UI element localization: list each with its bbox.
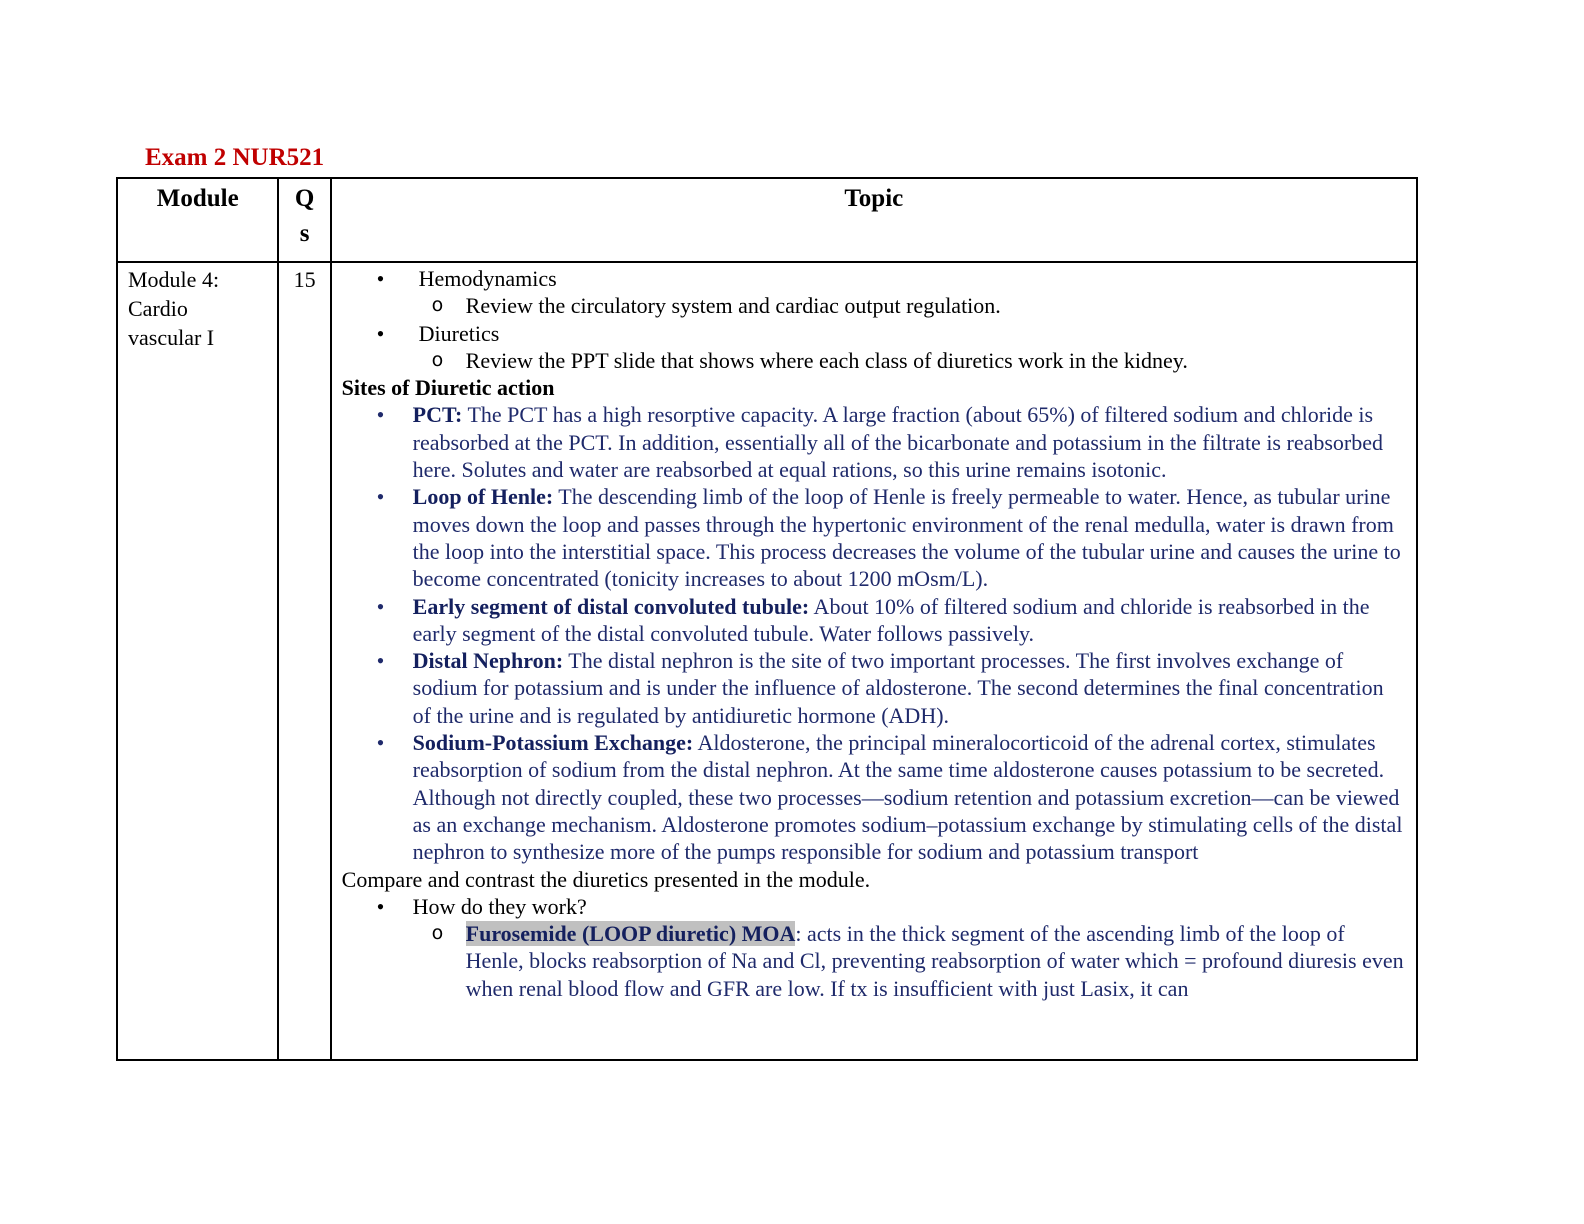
question-count: 15	[293, 267, 316, 292]
sub-bullet-icon: o	[431, 348, 444, 371]
table-row	[117, 262, 1417, 1060]
topic-hemodynamics: Hemodynamics	[418, 266, 557, 291]
site-text: The distal nephron is the site of two important processes. The first involves exchange of sodium for potassium and is under the influence of aldosterone. The second determines the final concentration of the urine and is regulated by antidiuretic hormone (ADH).	[412, 648, 1384, 728]
bullet-icon: •	[376, 320, 385, 346]
topic-header: Topic	[844, 185, 904, 212]
module-line-1: Module 4:	[128, 267, 220, 292]
module-line-3: vascular I	[128, 325, 215, 350]
list-item	[342, 265, 1406, 292]
furosemide-term: Furosemide (LOOP diuretic) MOA	[465, 921, 796, 947]
list-item	[342, 347, 1406, 374]
module-header: Module	[156, 185, 239, 212]
module-header-cell	[117, 178, 278, 262]
list-item	[342, 593, 1406, 648]
table-header-row	[117, 178, 1417, 262]
site-text: The descending limb of the loop of Henle is freely permeable to water. Hence, as tubular urine moves down the loop and passes through the hypertonic environment of the renal medulla, water is drawn from the loop into the interstitial space. This process decreases the volume of the tubular urine and causes the urine to become concentrated (tonicity increases to about 1200 mOsm/L).	[412, 484, 1401, 592]
qs-header-cell	[278, 178, 330, 262]
topic-diuretics: Diuretics	[418, 320, 500, 346]
list-item	[342, 483, 1406, 592]
site-term: PCT:	[412, 402, 463, 428]
site-term: Early segment of distal convoluted tubule:	[412, 593, 810, 619]
bullet-icon: •	[376, 648, 385, 674]
qs-header	[279, 179, 329, 251]
list-item	[342, 292, 1406, 319]
sub-bullet-icon: o	[431, 294, 444, 317]
compare-contrast-text: Compare and contrast the diuretics presented in the module.	[341, 866, 871, 892]
diuretics-review: Review the PPT slide that shows where each class of diuretics work in the kidney.	[465, 347, 1188, 373]
site-term: Distal Nephron:	[412, 648, 564, 674]
furosemide-text: : acts in the thick segment of the ascending limb of the loop of Henle, blocks reabsorption of Na and Cl, preventing reabsorption of water which = profound diuresis even when renal blood flow and GFR are low. If tx is insufficient with just Lasix, it can	[465, 921, 1404, 1001]
how-they-work: How do they work?	[412, 893, 587, 919]
list-item	[342, 647, 1406, 729]
list-item	[342, 920, 1406, 1002]
bullet-icon: •	[376, 893, 385, 919]
site-text: Aldosterone, the principal mineralocorticoid of the adrenal cortex, stimulates reabsorption of sodium from the distal nephron. At the same time aldosterone causes potassium to be secreted. Although not directly coupled, these two processes—sodium retention and potassium excretion—can be viewed as an exchange mechanism. Aldosterone promotes sodium–potassium exchange by stimulating cells of the distal nephron to synthesize more of the pumps responsible for sodium and potassium transport	[412, 730, 1403, 865]
topic-content	[332, 263, 1416, 1057]
exam-topics-table	[116, 177, 1418, 1061]
sites-heading: Sites of Diuretic action	[341, 375, 555, 401]
bullet-icon: •	[376, 266, 385, 291]
qs-header-line-1: Q	[294, 185, 315, 212]
bullet-icon: •	[376, 593, 385, 619]
hemodynamics-review: Review the circulatory system and cardiac output regulation.	[465, 293, 1001, 319]
sub-bullet-icon: o	[431, 922, 444, 945]
topic-cell	[331, 262, 1417, 1060]
list-item	[342, 729, 1406, 865]
document-title: Exam 2 NUR521	[145, 144, 325, 171]
bullet-icon: •	[376, 730, 385, 756]
site-text: About 10% of filtered sodium and chloride is reabsorbed in the early segment of the distal convoluted tubule. Water follows passively.	[412, 593, 1370, 646]
list-item	[342, 401, 1406, 483]
module-cell	[117, 262, 278, 1060]
bullet-icon: •	[376, 484, 385, 510]
list-item	[342, 893, 1406, 920]
module-name	[118, 263, 277, 352]
qs-cell	[278, 262, 330, 1060]
list-item	[342, 320, 1406, 347]
site-term: Sodium-Potassium Exchange:	[412, 730, 694, 756]
site-text: The PCT has a high resorptive capacity. A large fraction (about 65%) of filtered sodium and chloride is reabsorbed at the PCT. In addition, essentially all of the bicarbonate and potassium in the filtrate is reabsorbed here. Solutes and water are reabsorbed at equal rations, so this urine remains isotonic.	[412, 402, 1384, 483]
qs-header-line-2: s	[299, 220, 310, 247]
bullet-icon: •	[376, 402, 385, 428]
topic-header-cell	[331, 178, 1417, 262]
site-term: Loop of Henle:	[412, 484, 554, 510]
module-line-2: Cardio	[128, 296, 188, 321]
